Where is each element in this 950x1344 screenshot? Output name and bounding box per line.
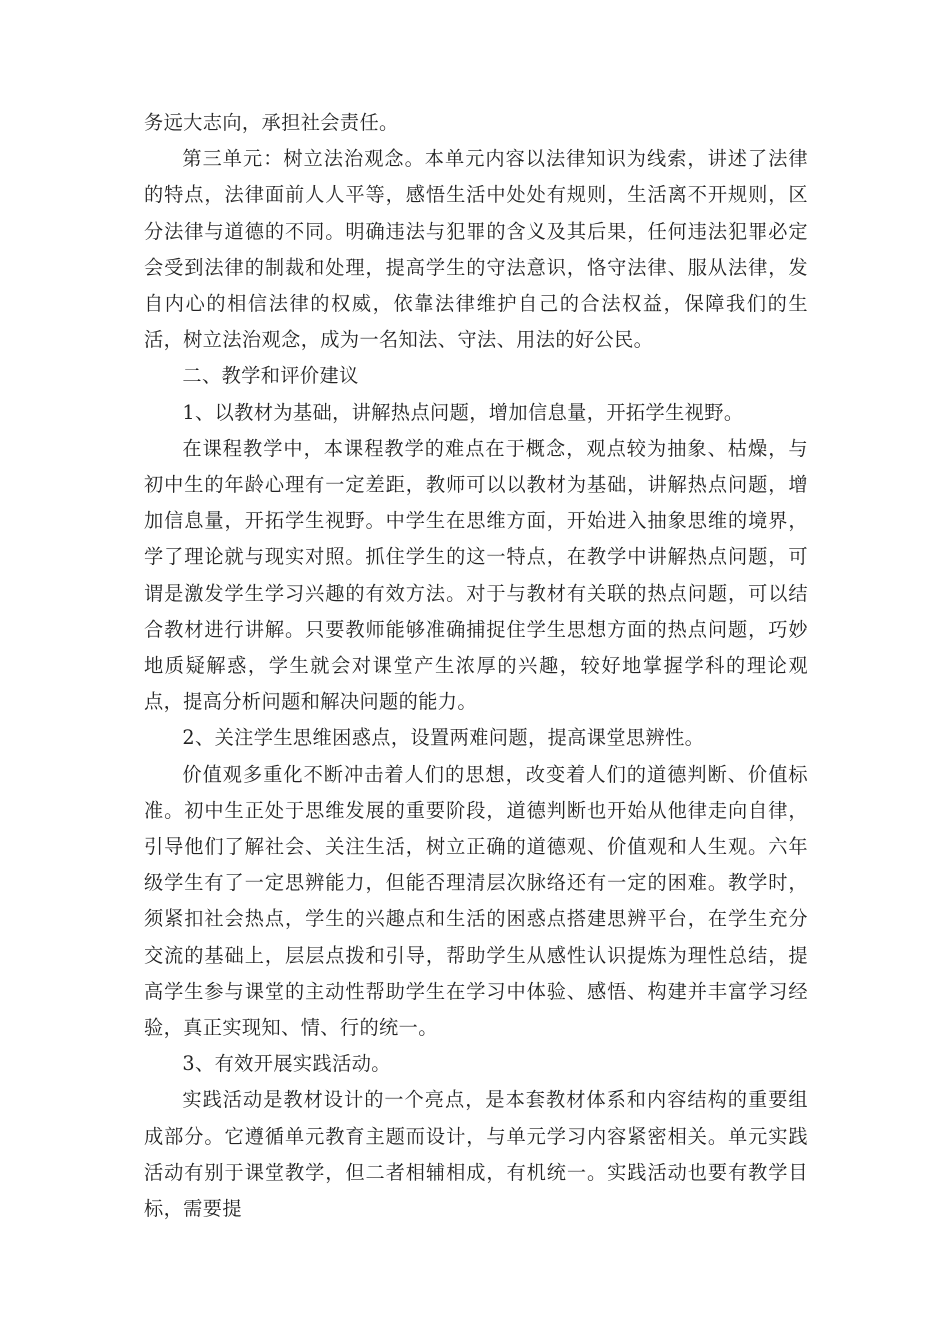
document-body — [144, 105, 808, 1227]
subheading-1: 1、以教材为基础，讲解热点问题，增加信息量，开拓学生视野。 — [182, 400, 744, 424]
paragraph-unit-three: 第三单元：树立法治观念。本单元内容以法律知识为线索，讲述了法律的特点，法律面前人人平等，感悟生活中处处有规则，生活离不开规则，区分法律与道德的不同。明确违法与犯罪的含义及其后果，任何违法犯罪必定会受到法律的制裁和处理，提高学生的守法意识，恪守法律、服从法律，发自内心的相信法律的权威，依靠法律维护自己的合法权益，保障我们的生活，树立法治观念，成为一名知法、守法、用法的好公民。 — [144, 147, 808, 352]
section-heading-teaching-suggestions: 二、教学和评价建议 — [182, 364, 359, 388]
paragraph-critical-thinking: 价值观多重化不断冲击着人们的思想，改变着人们的道德判断、价值标准。初中生正处于思维发展的重要阶段，道德判断也开始从他律走向自律，引导他们了解社会、关注生活，树立正确的道德观、价值观和人生观。六年级学生有了一定思辨能力，但能否理清层次脉络还有一定的困难。教学时，须紧扣社会热点，学生的兴趣点和生活的困惑点搭建思辨平台，在学生充分交流的基础上，层层点拨和引导，帮助学生从感性认识提炼为理性总结，提高学生参与课堂的主动性帮助学生在学习中体验、感悟、构建并丰富学习经验，真正实现知、情、行的统一。 — [144, 762, 808, 1040]
subheading-2: 2、关注学生思维困惑点，设置两难问题，提高课堂思辨性。 — [182, 726, 705, 750]
paragraph-practice-activities: 实践活动是教材设计的一个亮点，是本套教材体系和内容结构的重要组成部分。它遵循单元教育主题而设计，与单元学习内容紧密相关。单元实践活动有别于课堂教学，但二者相辅相成，有机统一。实践活动也要有教学目标，需要提 — [144, 1088, 808, 1221]
paragraph-hot-topics: 在课程教学中，本课程教学的难点在于概念，观点较为抽象、枯燥，与初中生的年龄心理有一定差距，教师可以以教材为基础，讲解热点问题，增加信息量，开拓学生视野。中学生在思维方面，开始进入抽象思维的境界，学了理论就与现实对照。抓住学生的这一特点，在教学中讲解热点问题，可谓是激发学生学习兴趣的有效方法。对于与教材有关联的热点问题，可以结合教材进行讲解。只要教师能够准确捕捉住学生思想方面的热点问题，巧妙地质疑解惑，学生就会对课堂产生浓厚的兴趣，较好地掌握学科的理论观点，提高分析问题和解决问题的能力。 — [144, 436, 808, 714]
paragraph-continuation: 务远大志向，承担社会责任。 — [144, 111, 399, 134]
subheading-3: 3、有效开展实践活动。 — [182, 1052, 391, 1076]
